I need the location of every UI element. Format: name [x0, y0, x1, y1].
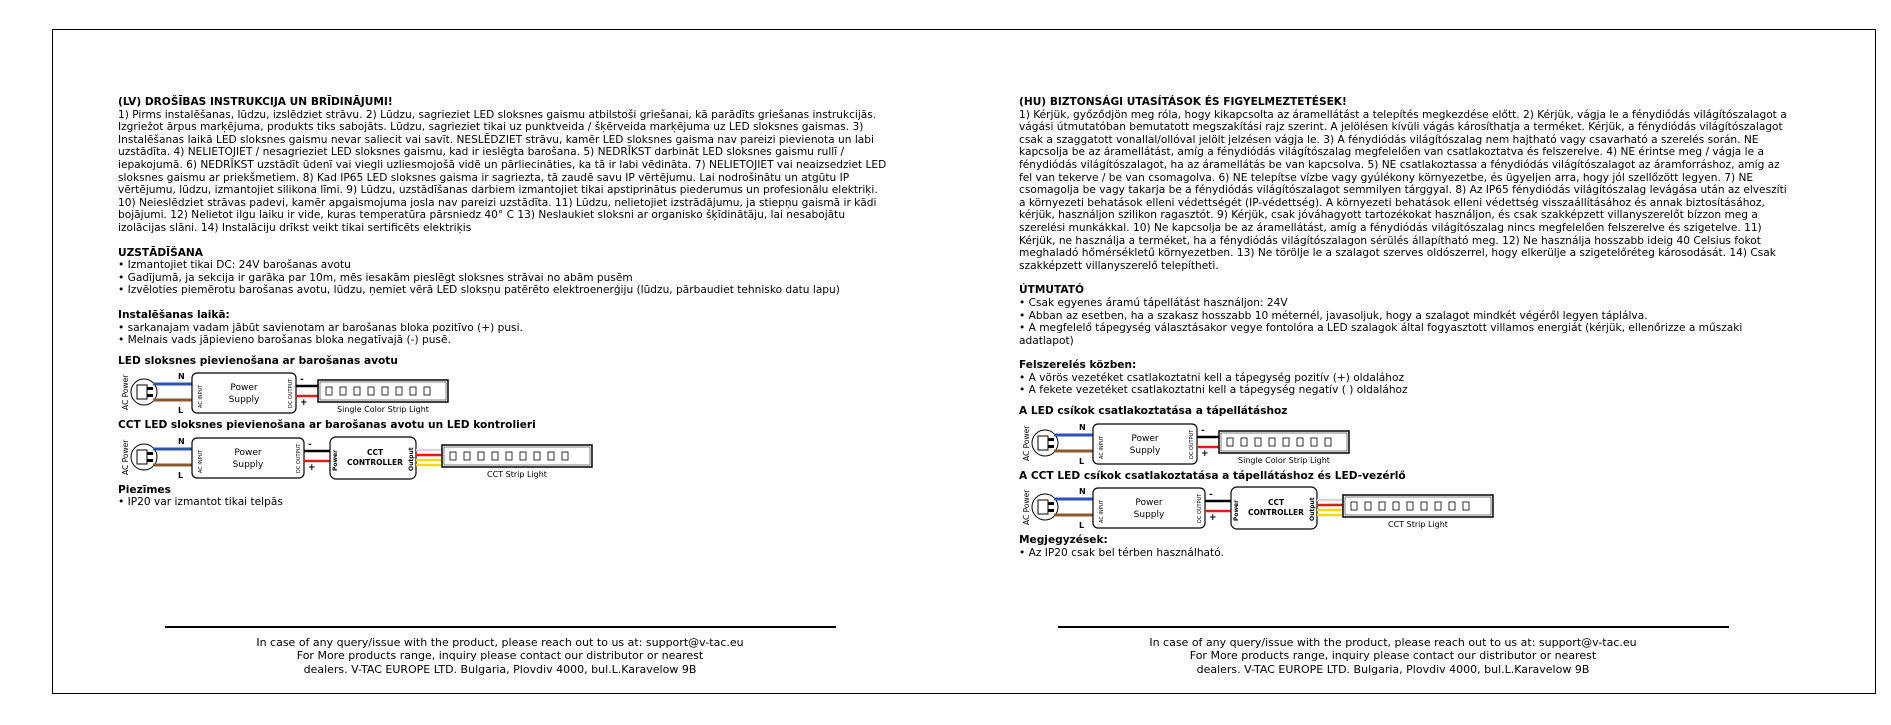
lv-safety-title: (LV) DROŠĪBAS INSTRUKCIJA UN BRĪDINĀJUMI! [118, 96, 393, 108]
plug-body-icon [1038, 500, 1048, 514]
power-supply-box [192, 438, 304, 478]
plug-pin-icon [147, 452, 153, 455]
hu-notes-title: Megjegyzések: [1019, 534, 1108, 547]
negative-label: - [1209, 490, 1213, 501]
lv-during-title: Instalēšanas laikā: [118, 308, 230, 321]
ac-power-label: AC Power [121, 374, 130, 411]
lv-cct-wiring-diagram [118, 435, 888, 481]
ac-input-label: AC INPUT [198, 384, 204, 409]
plug-pin-icon [1048, 509, 1054, 512]
live-label: L [178, 406, 184, 416]
led-chip-icon [534, 452, 540, 460]
plug-pin-icon [1048, 438, 1054, 441]
led-chip-icon [382, 387, 388, 395]
plug-body-icon [1038, 436, 1048, 450]
dc-output-label: DC OUTPUT [296, 443, 302, 473]
lv-single-wiring-diagram [118, 370, 888, 416]
hu-install-item: • Csak egyenes áramú tápellátást használjon: 24V [1019, 296, 1288, 309]
neutral-label: N [178, 436, 185, 446]
dc-output-label: DC OUTPUT [1197, 493, 1203, 524]
hu-during-item: • A vörös vezetéket csatlakoztatni kell a tápegység pozitív (+) oldalához [1019, 371, 1405, 384]
hu-notes-item: • Az IP20 csak bel térben használható. [1019, 546, 1224, 559]
led-chip-icon [548, 452, 554, 460]
hu-safety-title: (HU) BIZTONSÁGI UTASÍTÁSOK ÉS FIGYELMEZTETÉSEK! [1019, 96, 1347, 108]
led-chip-icon [1325, 438, 1331, 446]
lv-footer-rule [165, 626, 836, 628]
power-supply-label: Power [230, 383, 258, 394]
plug-pin-icon [1048, 445, 1054, 448]
led-chip-icon [464, 452, 470, 460]
led-chip-icon [1241, 438, 1247, 446]
power-supply-label: Supply [1133, 510, 1165, 521]
cct-strip-label: CCT Strip Light [487, 469, 547, 479]
plug-body-icon [137, 385, 147, 399]
hu-footer-rule [1058, 626, 1729, 628]
footer-address-line: dealers. V-TAC EUROPE LTD. Bulgaria, Plovdiv 4000, bul.L.Karavelow 9B [1196, 662, 1590, 676]
ac-input-label: AC INPUT [1099, 435, 1105, 459]
positive-label: + [300, 398, 308, 409]
led-chip-icon [1435, 502, 1441, 510]
led-chip-icon [562, 452, 568, 460]
led-chip-icon [520, 452, 526, 460]
led-chip-icon [1283, 438, 1289, 446]
lv-during-item: • Melnais vads jāpievieno barošanas bloka negatīvajā (-) pusē. [118, 334, 451, 347]
led-chip-icon [1227, 438, 1233, 446]
led-chip-icon [1379, 502, 1385, 510]
controller-label: CCT [366, 447, 384, 457]
lv-install-item: • Izmantojiet tikai DC: 24V barošanas avotu [118, 259, 351, 272]
negative-label: - [308, 439, 312, 450]
dc-output-label: DC OUTPUT [1189, 429, 1195, 459]
ac-power-label: AC Power [1022, 425, 1031, 461]
led-chip-icon [368, 387, 374, 395]
hu-during-title: Felszerelés közben: [1019, 359, 1137, 372]
single-color-strip-label: Single Color Strip Light [337, 405, 429, 415]
controller-label: CONTROLLER [347, 457, 403, 467]
dc-output-label: DC OUTPUT [288, 378, 294, 409]
led-chip-icon [450, 452, 456, 460]
hu-diagram2-title: A CCT LED csíkok csatlakoztatása a tápellátáshoz és LED-vezérlő [1019, 469, 1406, 482]
negative-label: - [1201, 425, 1205, 436]
footer-contact-line: In case of any query/issue with the product, please reach out to us at: support@v-tac.eu [256, 636, 744, 649]
hu-cct-wiring-diagram [1019, 485, 1789, 531]
single-wiring-svg [1019, 421, 1439, 467]
power-supply-label: Supply [232, 459, 264, 470]
lv-safety-text: 1) Pirms instalēšanas, lūdzu, izslēdziet strāvu. 2) Lūdzu, sagrieziet LED sloksnes gaismu atbilstoši griešanai, kā parādīts griešanas instrukcijās. Izgriežot ārpus marķējuma, produkts tiks sabojāts. Lūdzu, sagrieziet tikai uz punktveida / šķērveida marķējuma uz LED sloksnes gaismas. 3) Instalēšanas laikā LED sloksnes gaismu nevar saliecit vai savīt. NESLĒDZIET strāvu, kamēr LED sloksnes gaisma nav pareizi pievienota un labi uzstādīta. 4) NELIETOJIET / nesagrieziet LED sloksnes gaismu, kad ir ieslēgta barošana. 5) NEDRĪKST darbināt LED sloksnes gaismu rullī / iepakojumā. 6) NEDRĪKST uzstādīt ūdenī vai viegli uzliesmojošā vidē un pārliecināties, ka tā ir labi vēdināta. 7) NELIETOJIET vai neaizsedziet LED sloksnes gaismu ar priekšmetiem. 8) Kad IP65 LED sloksnes gaisma ir sagriezta, tā zaudē savu IP vērtējumu. Lai nodrošinātu un atgūtu IP vērtējumu, lūdzu, izmantojiet silikona līmi. 9) Lūdzu, uzstādīšanas darbiem izmantojiet tikai apstiprinātus piederumus un profesionālu elektriķi. 10) Neieslēdziet strāvas padevi, kamēr apgaismojuma josla nav pareizi uzstādīta. 11) Lūdzu, nelietojiet izstrādājumu, ja stiepņu gaismā ir kādi bojājumi. 12) Nelietot ilgu laiku ir vide, kuras temperatūra pārsniedz 40° C 13) Neslaukiet sloksni ar organisko šķīdinātāju, lai nesabojātu izolācijas slāni. 14) Instalāciju drīkst veikt tikai sertificēts elektriķis [118, 108, 887, 234]
lv-install-title: UZSTĀDĪŠANA [118, 246, 203, 259]
led-chip-icon [424, 387, 430, 395]
led-chip-icon [506, 452, 512, 460]
single-color-strip-label: Single Color Strip Light [1238, 455, 1330, 465]
lv-footer [200, 636, 800, 676]
power-supply-box [1093, 488, 1205, 528]
hu-safety-text: 1) Kérjük, győződjön meg róla, hogy kikapcsolta az áramellátást a telepítés megkezdése előtt. 2) Kérjük, vágja le a fénydiódás világítószalagot a vágási útmutatóban bemutatott megszakítási rajz szerint. A jelölésen kívüli vágás károsíthatja a terméket. Kérjük, a fénydiódás világítószalagot csak a szaggatott vonallal/ollóval jelölt jelzésen vágja le. 3) A fénydiódás világítószalag nem hajtható vagy csavarható a szerelés során. NE kapcsolja be az áramellátást, amíg a fénydiódás világítószalag megfelelően van csatlakoztatva és felszerelve. 4) NE érintse meg / vágja le a fénydiódás világítószalagot, ha az áramellátás be van kapcsolva. 5) NE csatlakoztassa a fénydiódás világítószalagot az áramforráshoz, amíg az fel van tekerve / be van csomagolva. 6) NE telepítse vízbe vagy gyúlékony környezetbe, és ügyeljen arra, hogy jól szellőzött legyen. 7) NE csomagolja be vagy takarja be a fénydiódás világítószalagot semmilyen tárggyal. 8) Az IP65 fénydiódás világítószalag levágása után az elveszíti a környezeti behatások elleni védettségét (IP-védettség). A környezeti behatások elleni védettség visszaállításához és annak biztosításához, kérjük, használjon szilikon ragasztót. 9) Kérjük, csak jóváhagyott tartozékokat használjon, és csak szakképzett villanyszerelőt bízzon meg a szerelési munkákkal. 10) Ne kapcsolja be az áramellátást, amíg a fénydiódás világítószalag nincs megfelelően felszerelve és szigetelve. 11) Kérjük, ne használja a terméket, ha a fénydiódás világítószalagon sérülés állapítható meg. 12) Ne használja hosszabb ideig 40 Celsius fokot meghaladó hőmérsékletű környezetben. 13) Ne törölje le a szalagot szerves oldószerrel, hogy elkerülje a szigetelőréteg károsodását. 14) Csak szakképzett villanyszerelő telepítheti. [1019, 108, 1787, 272]
lv-diagram2-title: CCT LED sloksnes pievienošana ar barošanas avotu un LED kontrolieri [118, 419, 536, 432]
power-supply-label: Power [1131, 433, 1159, 444]
hu-install-item: • A megfelelő tápegység választásakor vegye fontolóra a LED szalagok által fogyasztott villamos energiát (kérjük, ellenőrizze a műszaki adatlapot) [1019, 322, 1743, 347]
footer-distributor-line: For More products range, inquiry please contact our distributor or nearest [1189, 649, 1597, 663]
hu-install-title: ÚTMUTATÓ [1019, 284, 1084, 297]
footer-address-line: dealers. V-TAC EUROPE LTD. Bulgaria, Plovdiv 4000, bul.L.Karavelow 9B [303, 662, 697, 676]
plug-body-icon [137, 450, 147, 464]
controller-output-label: Output [408, 447, 415, 471]
cct-strip-label: CCT Strip Light [1388, 520, 1448, 530]
lv-notes-item: • IP20 var izmantot tikai telpās [118, 496, 283, 509]
led-chip-icon [1365, 502, 1371, 510]
led-chip-icon [1421, 502, 1427, 510]
power-supply-label: Supply [1129, 445, 1161, 456]
cct-wiring-svg [1019, 485, 1579, 531]
led-chip-icon [1449, 502, 1455, 510]
neutral-label: N [1079, 422, 1086, 432]
live-label: L [1079, 456, 1085, 466]
led-chip-icon [354, 387, 360, 395]
power-supply-label: Supply [228, 395, 260, 406]
hu-install-item: • Abban az esetben, ha a szakasz hosszabb 10 méternél, javasoljuk, hogy a szalagot mindkét végéről legyen táplálva. [1019, 309, 1648, 322]
ac-input-label: AC INPUT [1099, 499, 1105, 524]
positive-label: + [308, 462, 316, 473]
plug-pin-icon [147, 459, 153, 462]
hu-during-item: • A fekete vezetéket csatlakoztatni kell a tápegység negatív ( ) oldalához [1019, 384, 1408, 397]
power-supply-box [1093, 424, 1197, 464]
led-chip-icon [1393, 502, 1399, 510]
led-chip-icon [1297, 438, 1303, 446]
led-chip-icon [326, 387, 332, 395]
led-chip-icon [478, 452, 484, 460]
controller-output-label: Output [1309, 497, 1316, 522]
hu-footer [1093, 636, 1693, 676]
lv-notes-title: Piezīmes [118, 483, 171, 496]
led-chip-icon [1311, 438, 1317, 446]
cct-wiring-svg [118, 435, 678, 481]
controller-label: CONTROLLER [1248, 508, 1304, 518]
negative-label: - [300, 375, 304, 386]
controller-label: CCT [1267, 498, 1285, 508]
lv-install-item: • Izvēloties piemērotu barošanas avotu, lūdzu, ņemiet vērā LED sloksņu patērēto elektroenerģiju (lūdzu, pārbaudiet tehnisko datu lapu) [118, 284, 840, 297]
led-chip-icon [340, 387, 346, 395]
power-supply-label: Power [1135, 498, 1163, 509]
positive-label: + [1209, 513, 1217, 524]
hu-diagram1-title: A LED csíkok csatlakoztatása a tápellátáshoz [1019, 405, 1288, 418]
footer-distributor-line: For More products range, inquiry please contact our distributor or nearest [296, 649, 704, 663]
led-chip-icon [1463, 502, 1469, 510]
plug-pin-icon [147, 387, 153, 390]
positive-label: + [1201, 448, 1209, 459]
led-chip-icon [396, 387, 402, 395]
ac-power-label: AC Power [121, 439, 130, 475]
hu-single-wiring-diagram [1019, 421, 1789, 467]
led-chip-icon [1351, 502, 1357, 510]
neutral-label: N [1079, 487, 1086, 497]
plug-pin-icon [147, 394, 153, 397]
plug-pin-icon [1048, 502, 1054, 505]
live-label: L [1079, 521, 1085, 531]
led-chip-icon [410, 387, 416, 395]
power-supply-box [192, 373, 296, 413]
ac-power-label: AC Power [1022, 489, 1031, 526]
led-chip-icon [1269, 438, 1275, 446]
led-chip-icon [1407, 502, 1413, 510]
footer-contact-line: In case of any query/issue with the product, please reach out to us at: support@v-tac.eu [1149, 636, 1637, 649]
lv-diagram1-title: LED sloksnes pievienošana ar barošanas avotu [118, 354, 398, 367]
neutral-label: N [178, 372, 185, 382]
controller-power-label: Power [332, 449, 339, 471]
power-supply-label: Power [234, 447, 262, 458]
lv-during-item: • sarkanajam vadam jābūt savienotam ar barošanas bloka pozitīvo (+) pusi. [118, 321, 523, 334]
led-chip-icon [1255, 438, 1261, 446]
controller-power-label: Power [1233, 500, 1240, 522]
single-wiring-svg [118, 370, 538, 416]
hu-column [1019, 96, 1789, 559]
led-chip-icon [492, 452, 498, 460]
lv-install-item: • Gadījumā, ja sekcija ir garāka par 10m, mēs iesakām pieslēgt sloksnes strāvai no abām pusēm [118, 271, 633, 284]
lv-column [118, 96, 888, 509]
ac-input-label: AC INPUT [198, 449, 204, 473]
live-label: L [178, 470, 184, 480]
